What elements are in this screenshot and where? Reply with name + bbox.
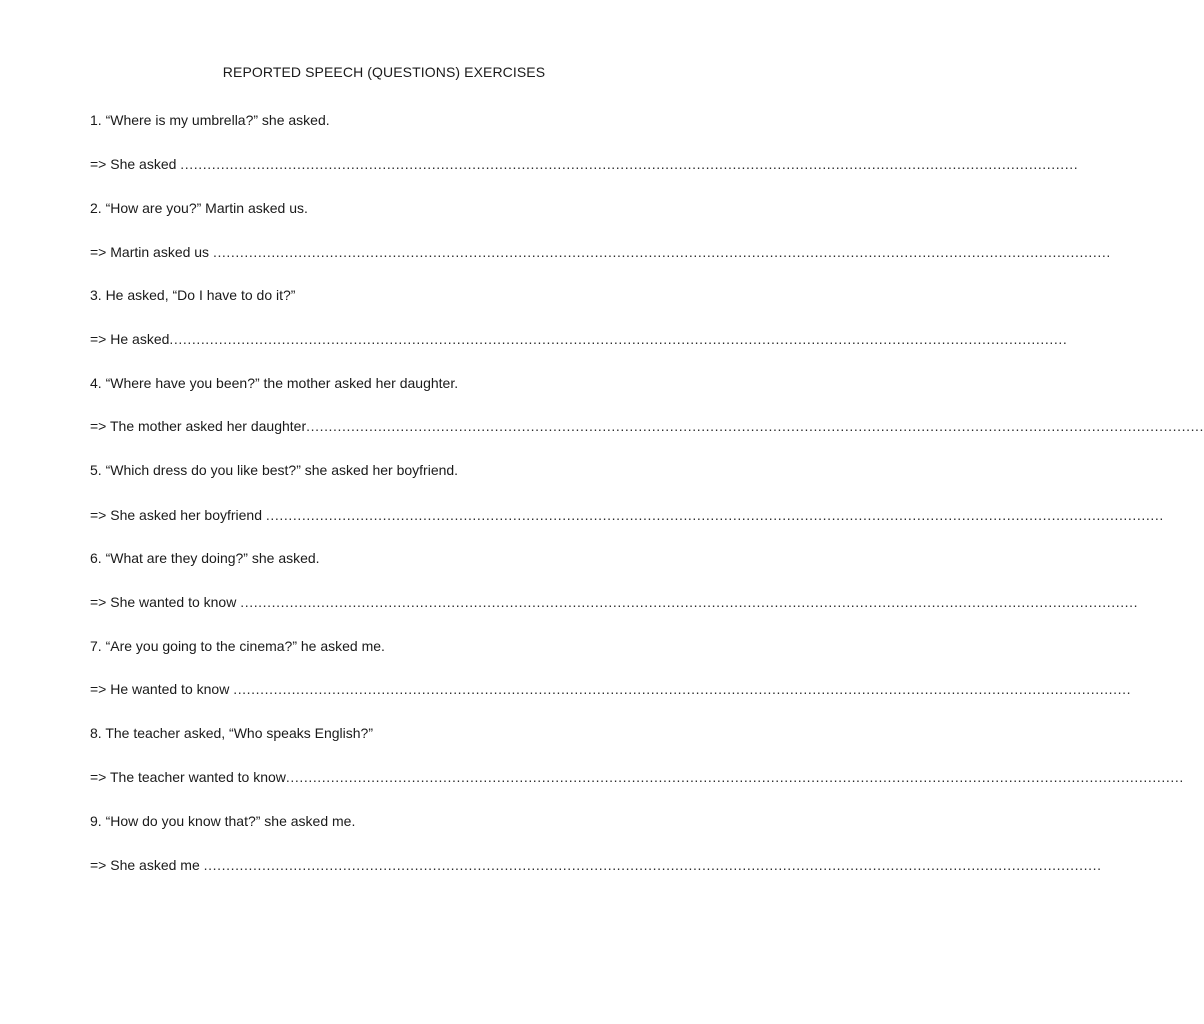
answer-blank-1: ........................................................................................................................................................................................................ bbox=[180, 156, 1079, 172]
answer-lead-8: => The teacher wanted to know bbox=[90, 769, 286, 785]
question-5: 5. “Which dress do you like best?” she asked her boyfriend. bbox=[90, 462, 459, 478]
answer-blank-8: ........................................................................................................................................................................................................ bbox=[285, 769, 1184, 785]
answer-lead-6: => She wanted to know bbox=[90, 594, 241, 610]
question-7: 7. “Are you going to the cinema?” he asked me. bbox=[90, 638, 385, 654]
question-3: 3. He asked, “Do I have to do it?” bbox=[90, 287, 296, 303]
answer-line-5[interactable] bbox=[90, 505, 1164, 525]
answer-lead-4: => The mother asked her daughter bbox=[90, 418, 307, 434]
question-1: 1. “Where is my umbrella?” she asked. bbox=[90, 112, 330, 128]
answer-line-2[interactable] bbox=[90, 242, 1111, 262]
answer-line-8[interactable] bbox=[90, 767, 1184, 787]
answer-blank-4: ........................................................................................................................................................................................................ bbox=[306, 418, 1204, 434]
answer-lead-1: => She asked bbox=[90, 156, 181, 172]
page-title: REPORTED SPEECH (QUESTIONS) EXERCISES bbox=[222, 64, 546, 80]
answer-line-3[interactable] bbox=[90, 329, 1068, 349]
answer-lead-7: => He wanted to know bbox=[90, 681, 234, 697]
answer-line-7[interactable] bbox=[90, 679, 1132, 699]
answer-lead-9: => She asked me bbox=[90, 857, 204, 873]
question-9: 9. “How do you know that?” she asked me. bbox=[90, 813, 356, 829]
question-4: 4. “Where have you been?” the mother asked her daughter. bbox=[90, 375, 459, 391]
answer-line-1[interactable] bbox=[90, 154, 1079, 174]
answer-blank-9: ........................................................................................................................................................................................................ bbox=[203, 857, 1102, 873]
question-8: 8. The teacher asked, “Who speaks English?” bbox=[90, 725, 374, 741]
answer-blank-2: ........................................................................................................................................................................................................ bbox=[212, 244, 1111, 260]
answer-lead-2: => Martin asked us bbox=[90, 244, 213, 260]
answer-blank-3: ........................................................................................................................................................................................................ bbox=[169, 331, 1068, 347]
answer-line-6[interactable] bbox=[90, 592, 1139, 612]
answer-blank-5: ........................................................................................................................................................................................................ bbox=[265, 507, 1164, 523]
answer-line-9[interactable] bbox=[90, 855, 1102, 875]
question-6: 6. “What are they doing?” she asked. bbox=[90, 550, 320, 566]
answer-lead-5: => She asked her boyfriend bbox=[90, 507, 266, 523]
answer-lead-3: => He asked bbox=[90, 331, 170, 347]
answer-blank-7: ........................................................................................................................................................................................................ bbox=[233, 681, 1132, 697]
answer-blank-6: ........................................................................................................................................................................................................ bbox=[240, 594, 1139, 610]
answer-line-4[interactable] bbox=[90, 416, 1204, 436]
question-2: 2. “How are you?” Martin asked us. bbox=[90, 200, 308, 216]
